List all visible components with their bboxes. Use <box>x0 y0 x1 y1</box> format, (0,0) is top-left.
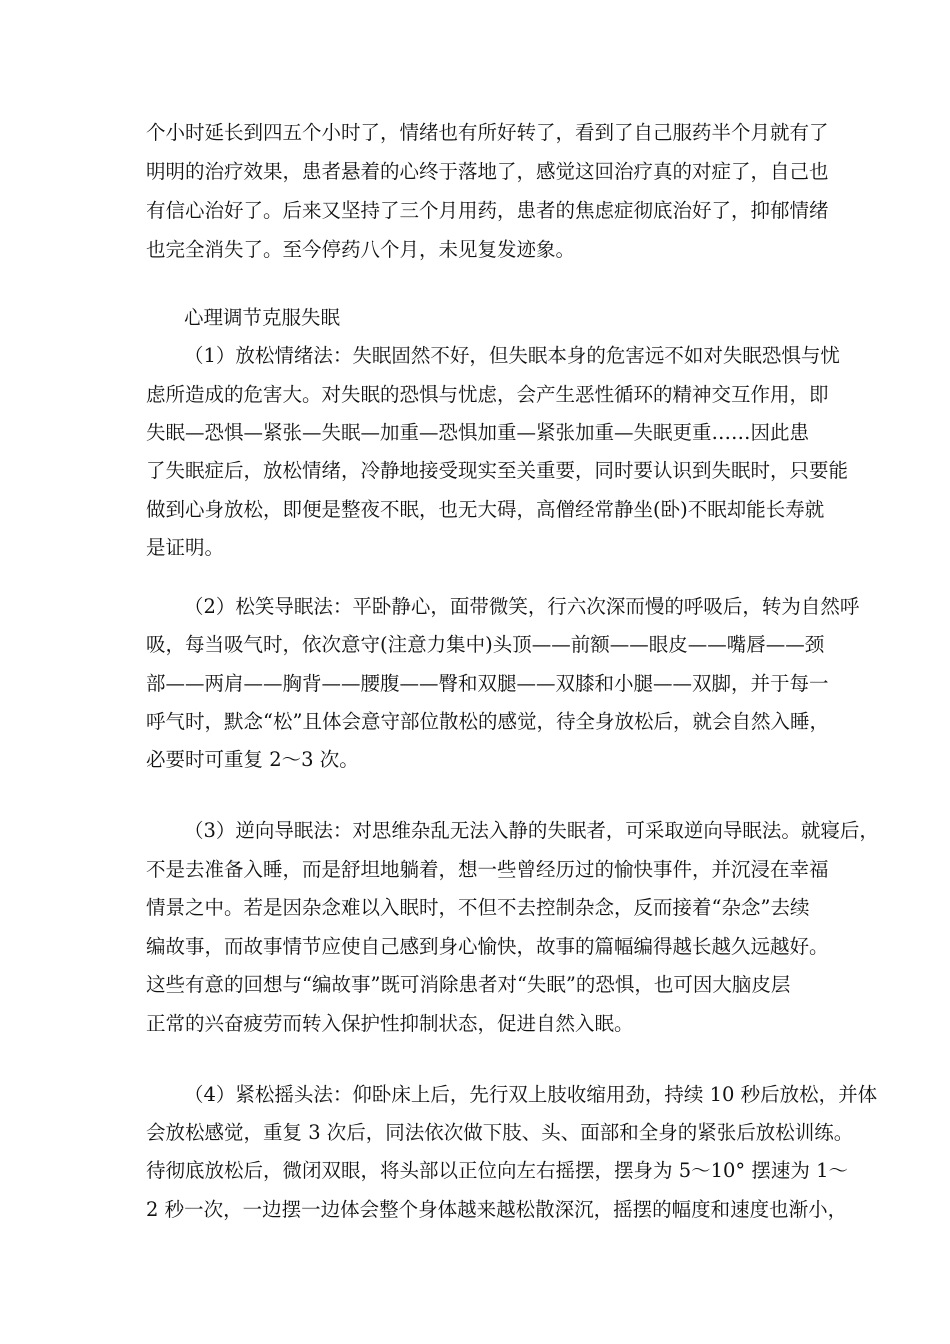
text-line: 情景之中。若是因杂念难以入眠时，不但不去控制杂念，反而接着“杂念”去续 <box>146 896 810 919</box>
text-line: 吸，每当吸气时，依次意守(注意力集中)头顶——前额——眼皮——嘴唇——颈 <box>146 633 825 656</box>
text-line: 会放松感觉，重复 3 次后，同法依次做下肢、头、面部和全身的紧张后放松训练。 <box>146 1121 854 1144</box>
text-line: 必要时可重复 2～3 次。 <box>146 748 359 771</box>
text-line: 虑所造成的危害大。对失眠的恐惧与忧虑，会产生恶性循环的精神交互作用，即 <box>146 383 829 406</box>
text-line: 不是去准备入睡，而是舒坦地躺着，想一些曾经历过的愉快事件，并沉浸在幸福 <box>146 858 829 881</box>
text-line: 是证明。 <box>146 536 225 559</box>
text-line: （1）放松情绪法：失眠固然不好，但失眠本身的危害远不如对失眠恐惧与忧 <box>184 344 840 367</box>
text-line: 编故事，而故事情节应使自己感到身心愉快，故事的篇幅编得越长越久远越好。 <box>146 935 829 958</box>
text-line: 部——两肩——胸背——腰腹——臀和双腿——双膝和小腿——双脚，并于每一 <box>146 672 829 695</box>
text-line: 这些有意的回想与“编故事”既可消除患者对“失眠”的恐惧，也可因大脑皮层 <box>146 973 791 996</box>
text-line: （3）逆向导眠法：对思维杂乱无法入静的失眠者，可采取逆向导眠法。就寝后， <box>184 819 879 842</box>
text-line: 有信心治好了。后来又坚持了三个月用药，患者的焦虑症彻底治好了，抑郁情绪 <box>146 199 829 222</box>
text-line: 个小时延长到四五个小时了，情绪也有所好转了，看到了自己服药半个月就有了 <box>146 121 829 144</box>
text-line: （2）松笑导眠法：平卧静心，面带微笑，行六次深而慢的呼吸后，转为自然呼 <box>184 595 860 618</box>
text-line: 明明的治疗效果，患者悬着的心终于落地了，感觉这回治疗真的对症了，自己也 <box>146 160 829 183</box>
text-line: 失眠—恐惧—紧张—失眠—加重—恐惧加重—紧张加重—失眠更重……因此患 <box>146 421 810 444</box>
text-line: 正常的兴奋疲劳而转入保护性抑制状态，促进自然入眠。 <box>146 1012 634 1035</box>
text-line: （4）紧松摇头法：仰卧床上后，先行双上肢收缩用劲，持续 10 秒后放松，并体 <box>184 1083 878 1106</box>
text-line: 呼气时，默念“松”且体会意守部位散松的感觉，待全身放松后，就会自然入睡， <box>146 710 829 733</box>
text-line: 了失眠症后，放松情绪，冷静地接受现实至关重要，同时要认识到失眠时，只要能 <box>146 459 849 482</box>
section-heading: 心理调节克服失眠 <box>184 306 341 329</box>
text-line: 也完全消失了。至今停药八个月，未见复发迹象。 <box>146 238 576 261</box>
text-line: 2 秒一次，一边摆一边体会整个身体越来越松散深沉，摇摆的幅度和速度也渐小， <box>146 1198 848 1221</box>
text-line: 待彻底放松后，微闭双眼，将头部以正位向左右摇摆，摆身为 5～10° 摆速为 1～ <box>146 1159 848 1182</box>
text-line: 做到心身放松，即便是整夜不眠，也无大碍，高僧经常静坐(卧)不眠却能长寿就 <box>146 498 825 521</box>
